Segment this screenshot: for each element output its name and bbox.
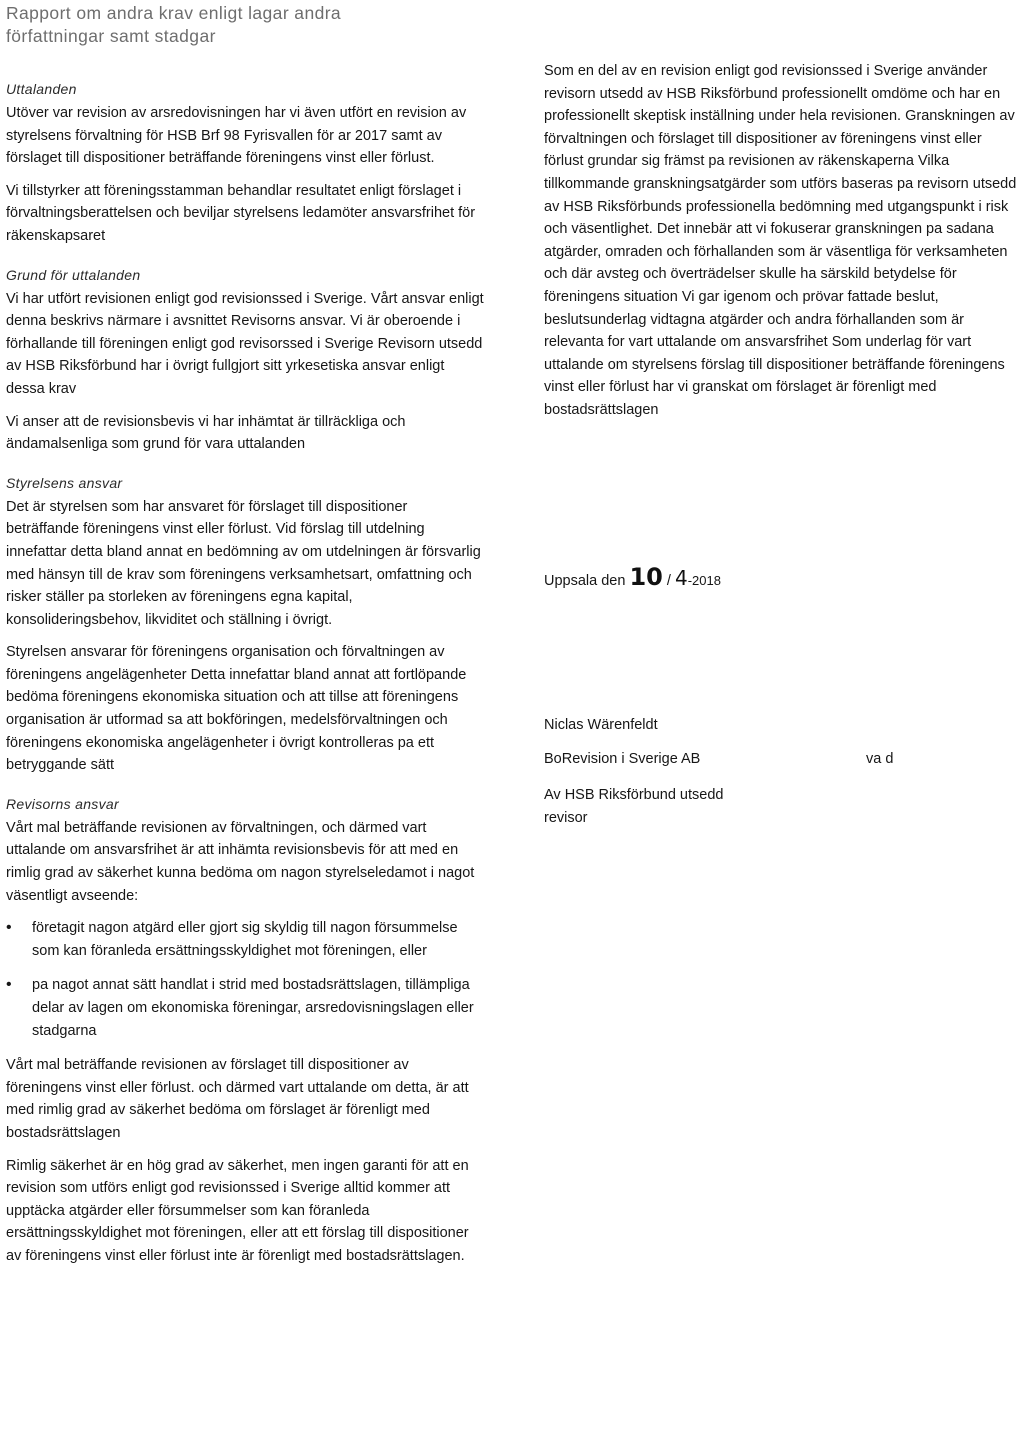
signatory-name: Niclas Wärenfeldt <box>544 717 658 733</box>
section-uttalanden <box>6 80 484 248</box>
revisorns-paragraph-3: Rimlig säkerhet är en hög grad av säkerhet, men ingen garanti för att en revision som utförs enligt god revisionssed i Sverige alltid kommer att upptäcka atgärder eller försummelser som kan föranleda ersättningsskyldighet mot föreningen, eller att ett förslag till dispositioner av föreningens vinst eller förlust inte är förenligt med bostadsrättslagen. <box>6 1157 469 1264</box>
heading-grund: Grund för uttalanden <box>6 266 141 283</box>
document-title-line2: författningar samt stadgar <box>6 26 216 46</box>
list-item <box>6 974 484 1042</box>
right-paragraph-1: Som en del av en revision enligt god revisionssed i Sverige använder revisorn utsedd av HSB Riksförbund professionellt omdöme och har en professionellt skeptisk inställning under hela revisionen. Granskningen av förvaltningen och förslaget till dispositioner av föreningens vinst eller förlust grundar sig främst pa revisionen av räkenskaperna Vilka tillkommande granskningsatgärder som utförs baseras pa revisorn utsedd av HSB Riksförbunds professionella bedömning med utgangspunkt i risk och väsentlighet. Det innebär att vi fokuserar granskningen pa sadana atgärder, omraden och förhallanden som är väsentliga för verksamheten och där avsteg och överträdelser skulle ha särskild betydelse för föreningens situation Vi gar igenom och prövar fattade beslut, beslutsunderlag vidtagna atgärder och andra förhallanden som är relevanta for vart uttalande om ansvarsfrihet Som underlag för vart uttalande om styrelsens förslag till dispositioner beträffande föreningens vinst eller förlust har vi granskat om förslaget är förenligt med bostadsrättslagen <box>544 63 1017 418</box>
bullet-text: företagit nagon atgärd eller gjort sig skyldig till nagon försummelse som kan föranleda ersättningsskyldighet mot föreningen, eller <box>32 920 458 959</box>
list-item <box>6 917 484 962</box>
stray-text: va d <box>866 751 894 767</box>
styrelsens-paragraph-2: Styrelsen ansvarar för föreningens organisation och förvaltningen av föreningens angelägenheter Detta innefattar bland annat att fortlöpande bedöma föreningens ekonomiska situation och att tillse att föreningens organisation är utformad sa att bokföringen, medelsförvaltningen och föreningens ekonomiska angelägenheter i övrigt kontrolleras pa ett betryggande sätt <box>6 644 467 774</box>
bullet-icon: • <box>6 976 12 994</box>
document-title-line1: Rapport om andra krav enligt lagar andra <box>6 3 342 23</box>
uttalanden-paragraph-1: Utöver var revision av arsredovisningen har vi även utfört en revision av styrelsens förvaltning för HSB Brf 98 Fyrisvallen för ar 2017 samt av förslaget till dispositioner beträffande föreningens vinst eller förlust. <box>6 105 467 167</box>
bullet-text: pa nagot annat sätt handlat i strid med bostadsrättslagen, tillämpliga delar av lagen om ekonomiska föreningar, arsredovisningslagen eller stadgarna <box>32 977 474 1039</box>
signatory-role: Av HSB Riksförbund utsedd revisor <box>544 787 724 826</box>
section-styrelsens-ansvar <box>6 474 484 777</box>
revisorns-paragraph-1: Vårt mal beträffande revisionen av förvaltningen, och därmed vart uttalande om ansvarsfrihet är att inhämta revisionsbevis för att med en rimlig grad av säkerhet kunna bedöma om nagon styrelseledamot i nagot väsentligt avseende: <box>6 819 475 904</box>
revisorns-bullet-list <box>6 917 484 1042</box>
place-date-prefix: Uppsala den <box>544 573 626 589</box>
styrelsens-paragraph-1: Det är styrelsen som har ansvaret för förslaget till dispositioner beträffande föreningens vinst eller förlust. Vid förslag till utdelning innefattar detta bland annat en bedömning av om utdelningen är försvarlig med hänsyn till de krav som föreningens verksamhetsart, omfattning och risker ställer pa storleken av föreningens egna kapital, konsolideringsbehov, likviditet och ställning i övrigt. <box>6 498 481 628</box>
place-date-line <box>544 563 721 593</box>
date-year: -2018 <box>687 573 721 588</box>
revisorns-paragraph-2: Vårt mal beträffande revisionen av förslaget till dispositioner av föreningens vinst eller förlust. och därmed vart uttalande om detta, är att med rimlig grad av säkerhet bedöma om förslaget är förenligt med bostadsrättslagen <box>6 1057 469 1141</box>
grund-paragraph-1: Vi har utfört revisionen enligt god revisionssed i Sverige. Vårt ansvar enligt denna beskrivs närmare i avsnittet Revisorns ansvar. Vi är oberoende i förhallande till föreningen enligt god revisorssed i Sverige Revisorn utsedd av HSB Riksförbund har i övrigt fullgjort sitt yrkesetiska ansvar enligt dessa krav <box>6 290 484 397</box>
heading-uttalanden: Uttalanden <box>6 81 77 97</box>
grund-paragraph-2: Vi anser att de revisionsbevis vi har inhämtat är tillräckliga och ändamalsenliga som grund för vara uttalanden <box>6 413 406 453</box>
heading-revisorns-ansvar: Revisorns ansvar <box>6 795 119 812</box>
bullet-icon: • <box>6 919 12 937</box>
handwritten-month: 4 <box>674 566 688 590</box>
right-column <box>544 60 1024 432</box>
date-separator: / <box>666 573 671 589</box>
section-grund <box>6 266 484 456</box>
uttalanden-paragraph-2: Vi tillstyrker att föreningsstamman behandlar resultatet enligt förslaget i förvaltningsberattelsen och beviljar styrelsens ledamöter ansvarsfrihet för räkenskapsaret <box>6 182 476 244</box>
heading-styrelsens-ansvar: Styrelsens ansvar <box>6 474 123 491</box>
left-column <box>6 80 484 1286</box>
section-revisorns-ansvar <box>6 795 484 1268</box>
handwritten-day: 10 <box>629 563 663 591</box>
signatory-company: BoRevision i Sverige AB <box>544 751 701 767</box>
document-title <box>6 2 406 48</box>
